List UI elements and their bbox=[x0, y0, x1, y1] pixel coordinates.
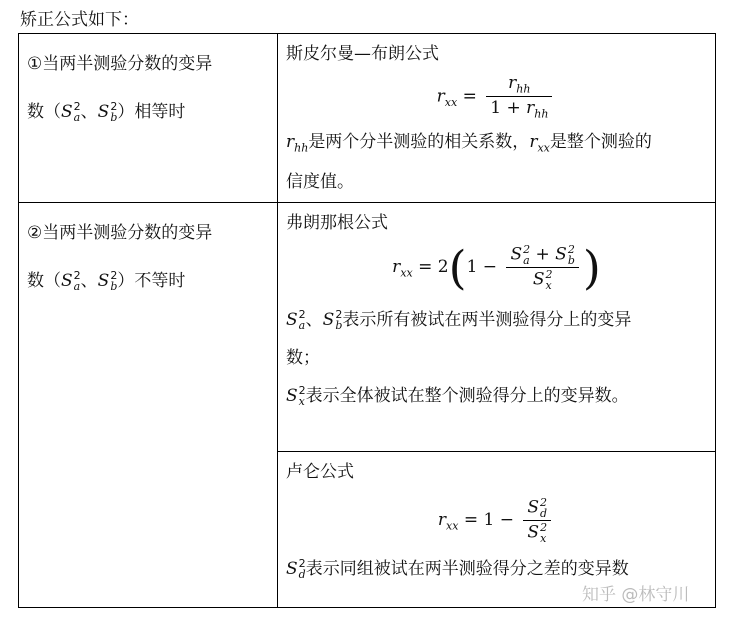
table-row bbox=[19, 203, 716, 452]
intro-text: 矫正公式如下： bbox=[20, 10, 139, 30]
condition-line2: 数（S 2 a 、S 2 b ）不等时 bbox=[27, 269, 186, 293]
formula-spearman-brown: $r_{xx}$ = $\frac{r_{hh}}{1 + r_{hh}}$ bbox=[286, 73, 707, 121]
condition-line1: ①当两半测验分数的变异 bbox=[27, 54, 213, 74]
formula-description-cont: 数； bbox=[286, 348, 320, 368]
formula-description-2: S 2 x 表示全体被试在整个测验得分上的变异数。 bbox=[286, 384, 629, 408]
formula-cell-flanagan bbox=[278, 203, 716, 452]
formula-title: 卢仑公式 bbox=[286, 462, 354, 482]
watermark: 知乎 @林守川 bbox=[582, 585, 690, 605]
formula-description: $r_{hh}$是两个分半测验的相关系数，$r_{xx}$是整个测验的 bbox=[286, 131, 652, 155]
condition-cell-equal bbox=[19, 34, 278, 203]
formula-description: S 2 d 表示同组被试在两半测验得分之差的变异数 bbox=[286, 557, 629, 581]
condition-line2: 数（S 2 a 、S 2 b ）相等时 bbox=[27, 100, 186, 124]
formula-description-cont: 信度值。 bbox=[286, 172, 354, 193]
formula-title: 斯皮尔曼—布朗公式 bbox=[286, 44, 439, 64]
formula-title: 弗朗那根公式 bbox=[286, 213, 388, 233]
condition-cell-unequal bbox=[19, 203, 278, 608]
formula-rulon: $r_{xx} = 1$ − S 2 d S 2 x bbox=[286, 497, 707, 544]
formula-cell-spearman-brown bbox=[278, 34, 716, 203]
formula-flanagan: $r_{xx} = 2(1$ − S 2 a + S 2 b S 2 x ) bbox=[392, 240, 601, 295]
formula-description: S 2 a 、S 2 b 表示所有被试在两半测验得分上的变异 bbox=[286, 308, 632, 332]
condition-line1: ②当两半测验分数的变异 bbox=[27, 223, 213, 243]
table-row bbox=[19, 34, 716, 203]
formula-table bbox=[18, 33, 716, 608]
